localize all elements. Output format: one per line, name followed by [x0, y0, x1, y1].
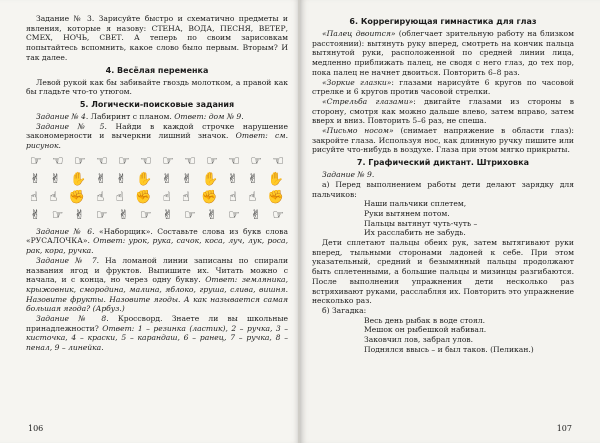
hand-gesture-icon: ☜	[96, 153, 108, 169]
hand-gesture-icon: ✌	[118, 207, 130, 223]
poem-line: Пальцы вытянут чуть-чуть –	[364, 218, 478, 228]
hand-gesture-icon: ☜	[52, 153, 64, 169]
task-6-answer: Ответ: урок, рука, сачок, коса, луч, лук, роса, рак, кора, ручка.	[26, 236, 288, 256]
finger-poem	[364, 199, 574, 238]
task-4-paragraph	[26, 112, 288, 122]
task-4-label: Задание № 4.	[36, 111, 89, 121]
poem-line: Их расслабить не забудь.	[364, 228, 466, 238]
poem-line: Заковчил лов, забрал улов.	[364, 335, 474, 345]
hand-gesture-icon: ☝	[229, 189, 237, 205]
task-7-answer: Ответ: земляника, крыжовник, смородина, малина, яблоко, груша, слива, вишня. Назовите фрукты. Назовите ягоды. А как называется самая большая ягода? (Арбуз.)	[26, 275, 289, 314]
hand-gesture-icon: ☞	[228, 207, 240, 223]
exercise-paragraph	[312, 78, 574, 97]
page-number: 107	[556, 424, 572, 433]
poem-line: Весь день рыбак в воде стоял.	[364, 315, 485, 325]
hand-gesture-icon: ☞	[51, 207, 64, 223]
riddle-poem	[364, 316, 574, 355]
hand-gesture-icon: ✌	[227, 171, 239, 187]
task-8-paragraph	[26, 314, 288, 353]
poem-line: Наши пальчики сплетем,	[364, 199, 467, 209]
exercise-text: : двигайте глазами из стороны в сторону, смотря как можно дальше влево, затем вправо, затем вверх и вниз. Повторить 5–6 раз, не спеша.	[312, 96, 574, 126]
hand-gesture-icon: ✊	[135, 189, 152, 205]
exercise-text: : глазами нарисуйте 6 кругов по часовой стрелке и 6 кругов против часовой стрелки.	[312, 77, 574, 97]
task-9-label-text: Задание № 9.	[322, 170, 375, 180]
hand-gesture-icon: ☞	[118, 153, 130, 169]
hand-gesture-icon: ✊	[201, 189, 218, 205]
task-4-text: Лабиринт с планом.	[88, 111, 172, 121]
hand-gesture-icon: ✌	[161, 171, 173, 187]
hand-gesture-icon: ☞	[95, 207, 108, 223]
poem-line: Поднялся ввысь – и был таков. (Пеликан.)	[364, 344, 534, 354]
hand-gesture-icon: ☜	[228, 153, 240, 169]
hand-gesture-icon: ☜	[272, 153, 284, 169]
task-5-text: Найди в каждой строчке нарушение закономерности и вычеркни лишний значок.	[26, 121, 288, 141]
exercise-title: «Письмо носом»	[322, 126, 394, 136]
task-5-label: Задание № 5.	[36, 121, 107, 131]
task-8-text: Кроссворд. Знаете ли вы школьные принадлежности?	[26, 314, 288, 333]
hand-gesture-icon: ☞	[139, 207, 152, 223]
hand-gesture-icon: ☜	[140, 153, 152, 169]
task-6-paragraph	[26, 227, 288, 256]
task-6-label: Задание № 6.	[36, 226, 95, 236]
hand-gesture-icon: ☝	[182, 189, 190, 205]
exercise-paragraph	[312, 126, 574, 155]
hand-gesture-icon: ✌	[74, 207, 86, 223]
hand-gesture-icon: ✌	[162, 207, 174, 223]
gesture-row	[30, 191, 284, 205]
hand-gesture-icon: ✊	[68, 189, 85, 205]
task-9-part-a: а) Перед выполнением работы дети делают зарядку для пальчиков:	[312, 179, 574, 199]
hand-gesture-icon: ✌	[50, 171, 62, 187]
section-heading-5: 5. Логически-поисковые задания	[79, 99, 235, 109]
task-5-answer: Ответ: см. рисунок.	[26, 131, 289, 151]
hand-gesture-icon: ✌	[30, 171, 41, 187]
task-3-paragraph: Задание № 3. Зарисуйте быстро и схематично предметы и явления, которые я назову: СТЕНА, ВОДА, ПЕСНЯ, ВЕТЕР, СМЕХ, НОЧЬ, СВЕТ. А теперь по своим зарисовкам попытайтесь вспомнить, какое слово было первым. Вторым? И так далее.	[26, 14, 288, 62]
hand-gesture-icon: ☝	[30, 189, 38, 205]
exercise-paragraph	[312, 29, 574, 78]
hand-gesture-icon: ✌	[95, 171, 107, 187]
hand-gesture-icon: ☝	[248, 189, 257, 205]
task-5-paragraph	[26, 122, 288, 151]
exercise-paragraph	[312, 97, 574, 126]
task-7-label: Задание № 7.	[36, 255, 100, 265]
hand-gesture-icon: ✌	[181, 171, 193, 187]
task-4-answer: Ответ: дом № 9.	[171, 111, 244, 121]
exercise-text: (снимает напряжение в области глаз): закройте глаза. Используя нос, как длинную ручку пишите или рисуйте что-нибудь в воздухе. Глаза при этом мягко прикрыты.	[312, 126, 574, 155]
hand-gesture-icon: ☝	[96, 189, 105, 205]
hand-gesture-icon: ✋	[136, 171, 153, 187]
hand-gesture-icon: ✋	[70, 171, 87, 187]
hand-gesture-icon: ☝	[115, 189, 124, 205]
section-heading-6: 6. Коррегирующая гимнастика для глаз	[349, 17, 537, 26]
hand-gesture-icon: ✌	[250, 207, 262, 223]
gesture-row	[30, 173, 284, 187]
poem-line: Руки вытянем потом.	[364, 208, 450, 218]
hand-gesture-icon: ✌	[30, 207, 41, 223]
exercise-title: «Палец двоится»	[322, 29, 396, 38]
task-8-answer: Ответ: 1 – резинка (ластик), 2 – ручка, 3 – кисточка, 4 – краски, 5 – карандаш, 6 – ранец, 7 – ручка, 8 – пенал, 9 – линейка.	[26, 323, 288, 353]
hand-gesture-icon: ☞	[162, 153, 174, 169]
task-7-paragraph	[26, 256, 288, 314]
page-number: 106	[28, 424, 44, 433]
hand-gesture-icon: ☞	[30, 153, 42, 169]
riddle-label: б) Загадка:	[322, 305, 367, 315]
section-heading-7: 7. Графический диктант. Штриховка	[356, 158, 530, 168]
hand-gesture-icon: ✌	[115, 171, 127, 187]
gesture-row	[30, 155, 284, 169]
gesture-row	[30, 209, 284, 223]
hand-gesture-icon: ✌	[247, 171, 259, 187]
exercise-text: (облегчает зрительную работу на близком расстоянии): вытянуть руку вперед, смотреть на кончик пальца вытянутой руки, расположенной по средней линии лица, медленно приближать палец, не сводя с него глаз, до тех пор, пока палец не начнет двоиться. Повторить 6–8 раз.	[312, 29, 575, 77]
hand-gesture-icon: ☞	[184, 207, 196, 223]
exercise-title: «Стрельба глазами»	[322, 96, 414, 106]
right-page	[300, 0, 600, 443]
hand-gesture-icon: ☝	[49, 189, 58, 205]
task-8-label: Задание № 8.	[36, 314, 109, 324]
task-7-text: На ломаной линии записаны по спирали названия ягод и фруктов. Выпишите их. Читать можно с начала, и с конца, но через одну букву.	[26, 255, 289, 285]
gesture-puzzle	[26, 155, 288, 223]
hand-gesture-icon: ☞	[250, 153, 262, 169]
exercise-description: Дети сплетают пальцы обеих рук, затем вытягивают руки вперед, тыльными сторонами ладоней к себе. При этом указательный, средний и безымянный пальцы продолжают быть сплетенными, а большие пальцы и мизинцы разгибаются. После выполнения упражнения дети несколько раз встряхивают руками, расслабляя их. Повторить это упражнение несколько раз.	[312, 238, 574, 306]
hand-gesture-icon: ☞	[206, 153, 218, 169]
warmup-paragraph: Левой рукой как бы забивайте гвоздь молотком, а правой как бы гладьте что-то утюгом.	[26, 77, 288, 97]
poem-line: Мешок он рыбешкой набивал.	[364, 325, 487, 335]
hand-gesture-icon: ☜	[184, 153, 196, 169]
task-6-text: «Наборщик». Составьте слова из букв слова «РУСАЛОЧКА».	[26, 226, 288, 246]
hand-gesture-icon: ✋	[267, 171, 284, 187]
hand-gesture-icon: ✊	[267, 189, 284, 205]
hand-gesture-icon: ✋	[201, 171, 219, 187]
hand-gesture-icon: ☝	[162, 189, 171, 205]
exercise-title: «Зоркие глазки»	[322, 77, 392, 87]
hand-gesture-icon: ☞	[272, 207, 284, 223]
task-9-label	[312, 170, 574, 180]
hand-gesture-icon: ☞	[74, 153, 86, 169]
section-heading-4: 4. Весёлая переменка	[105, 65, 209, 75]
hand-gesture-icon: ✌	[206, 207, 218, 223]
